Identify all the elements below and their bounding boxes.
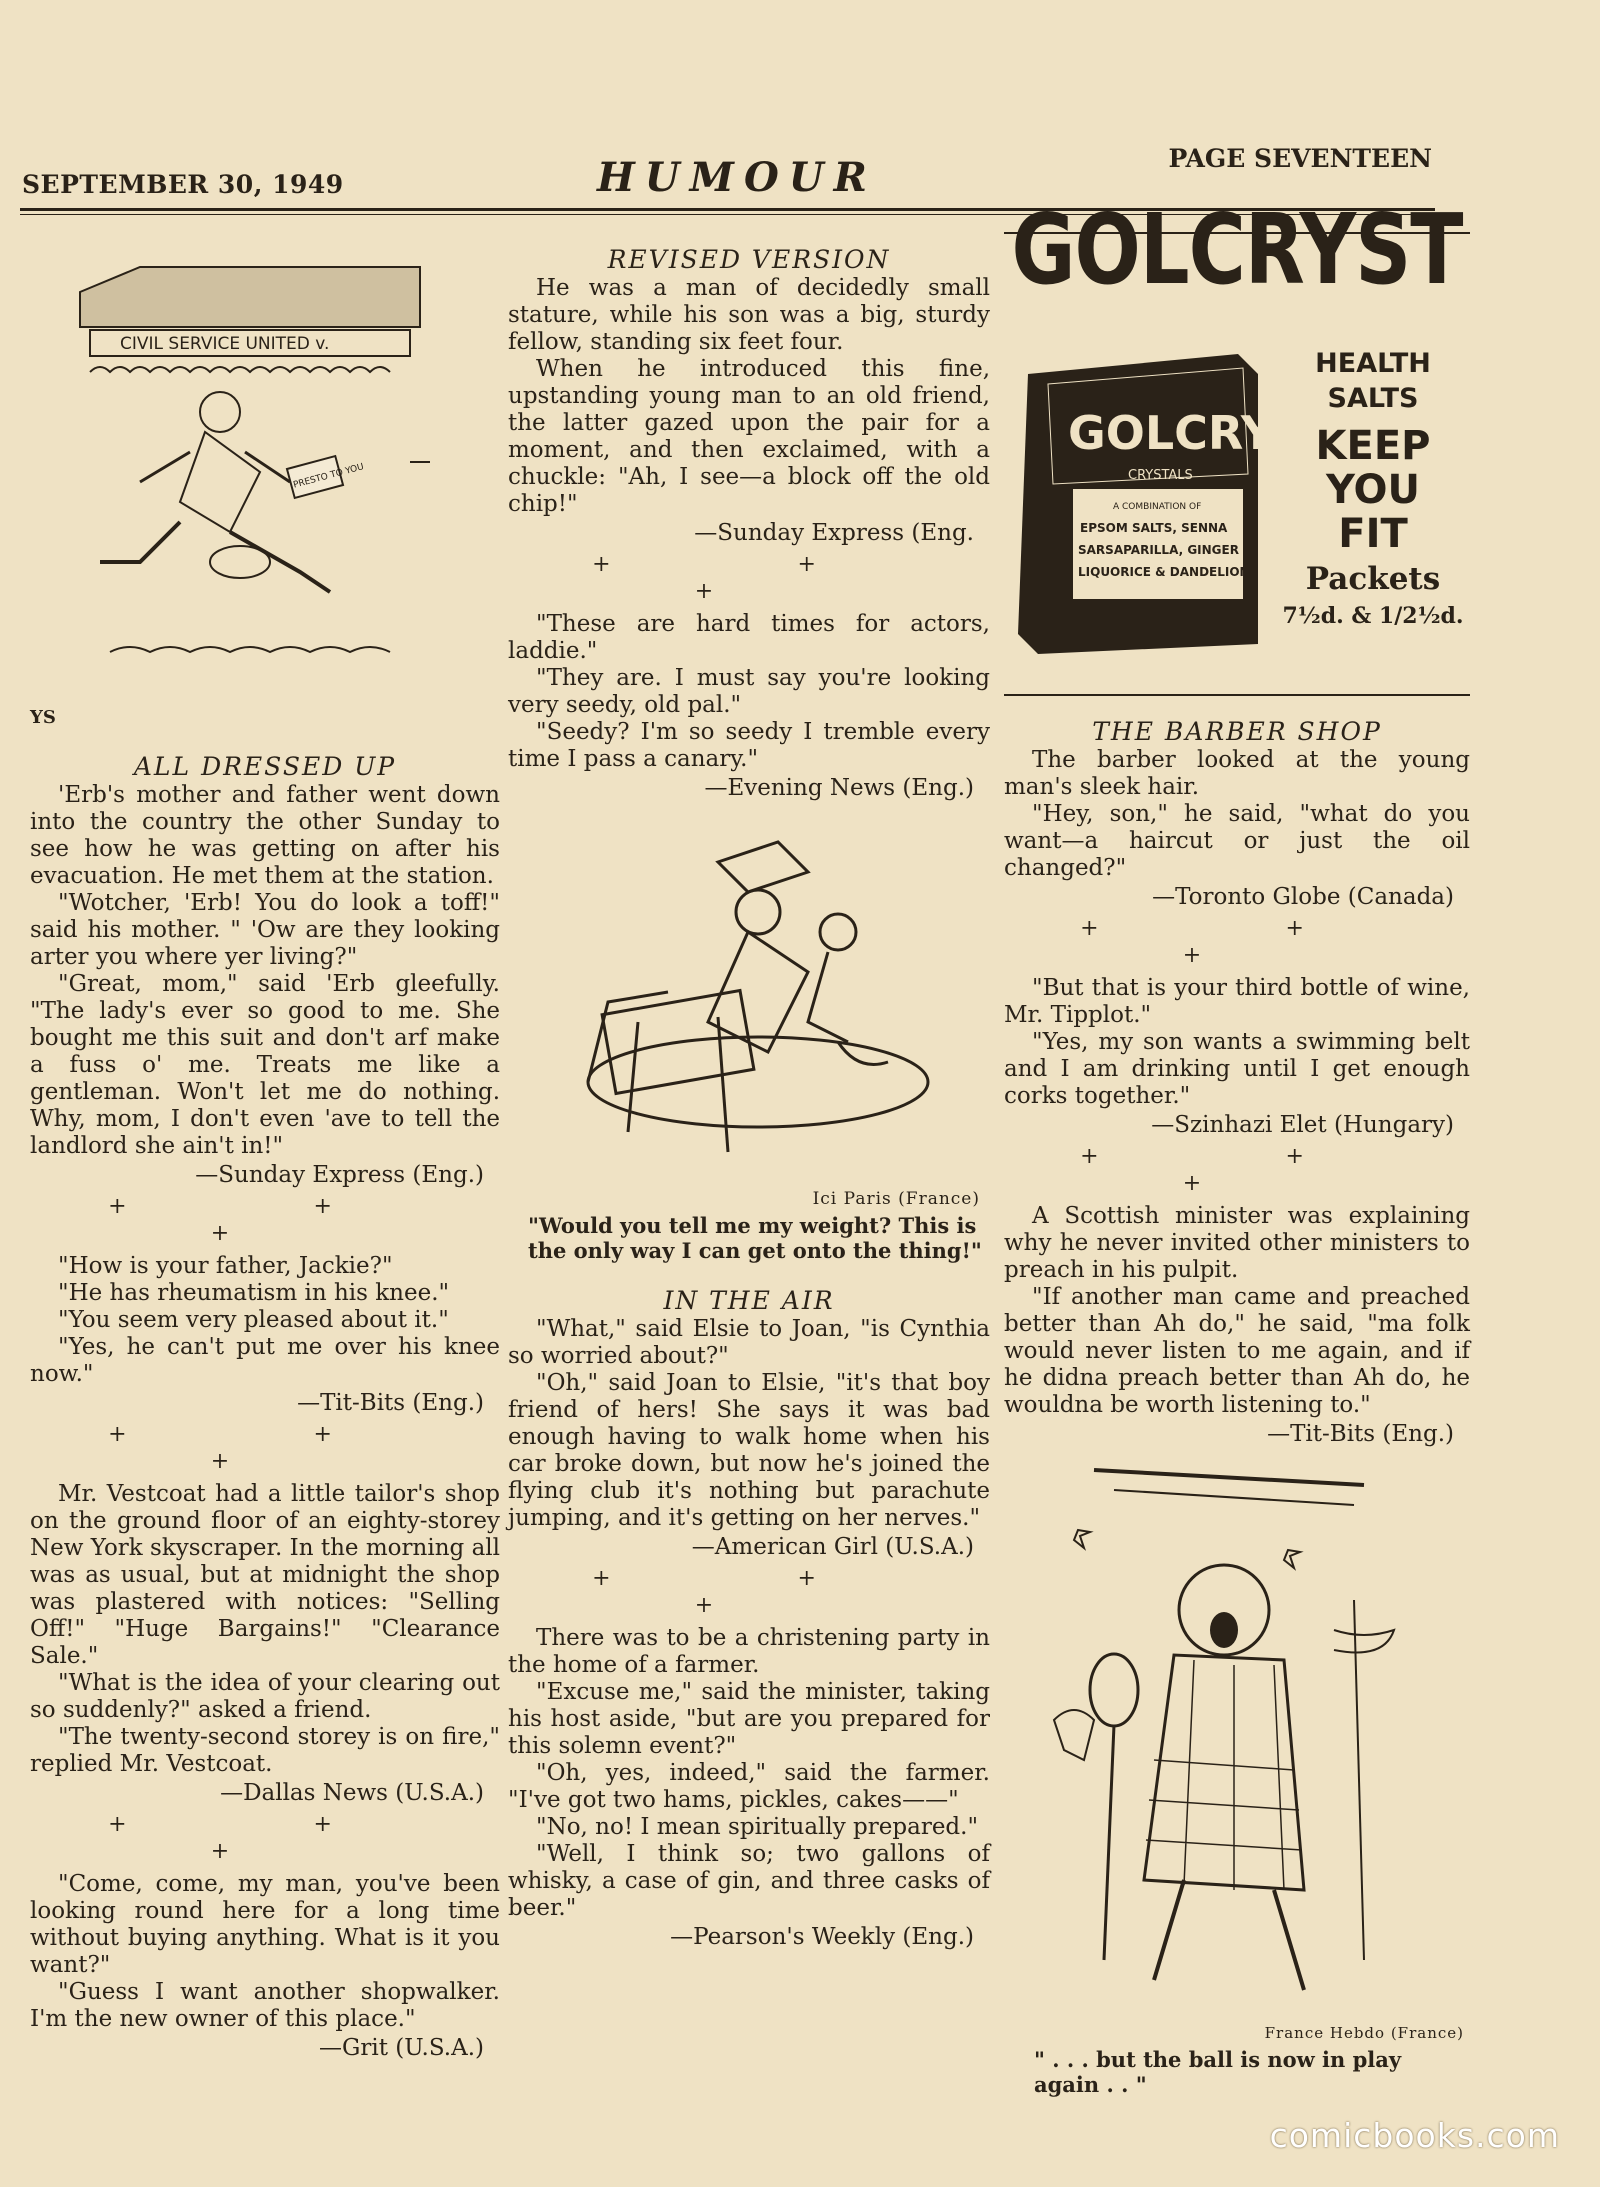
story-paragraph: The barber looked at the young man's sleek hair.: [1004, 747, 1470, 800]
box-sub: CRYSTALS: [1128, 468, 1193, 483]
story-paragraph: "Well, I think so; two gallons of whisky, a case of gin, and three casks of beer.": [508, 1841, 990, 1921]
story-paragraph: "What is the idea of your clearing out so suddenly?" asked a friend.: [30, 1670, 500, 1723]
story-paragraph: "No, no! I mean spiritually prepared.": [536, 1814, 979, 1840]
box-line: LIQUORICE & DANDELION: [1078, 565, 1250, 579]
watermark: comicbooks.com: [1269, 2116, 1560, 2155]
story-source: —Toronto Globe (Canada): [1152, 884, 1454, 910]
ad-fit: FIT: [1338, 511, 1408, 557]
story-paragraph: "How is your father, Jackie?": [58, 1253, 393, 1279]
separator: + + +: [1080, 1144, 1394, 1196]
cartoon-source: Ici Paris (France): [812, 1189, 980, 1209]
ad-price: 7½d. & 1/2½d.: [1282, 603, 1464, 629]
ad-health: HEALTH: [1315, 348, 1431, 379]
story-paragraph: "If another man came and preached better than Ah do," he said, "ma folk would never listen to me again, and if he didna preach better than Ah do, he wouldna be worth listening to.": [1004, 1284, 1470, 1418]
story-paragraph: "These are hard times for actors, laddie.": [508, 611, 990, 664]
box-brand: GOLCRYST: [1068, 406, 1339, 460]
story-source: —Grit (U.S.A.): [319, 2035, 484, 2061]
story-paragraph: "Come, come, my man, you've been looking round here for a long time without buying anything. What is it you want?": [30, 1871, 500, 1978]
story-heading: REVISED VERSION: [607, 245, 891, 274]
story-source: —Tit-Bits (Eng.): [1267, 1421, 1454, 1447]
story-paragraph: "Great, mom," said 'Erb gleefully. "The lady's ever so good to me. She bought me this suit and don't arf make a fuss o' me. Treats me like a gentleman. Won't let me do nothing. Why, mom, I don't even 'ave to tell the landlord she ain't in!": [30, 971, 500, 1159]
story-paragraph: "Oh," said Joan to Elsie, "it's that boy friend of hers! She says it was bad enough having to walk home when his car broke down, but now he's joined the flying club it's nothing but parachute jumping, and it's getting on her nerves.": [508, 1370, 990, 1531]
separator: + + +: [1080, 916, 1394, 968]
story-heading: IN THE AIR: [663, 1286, 835, 1315]
cartoon-source: France Hebdo (France): [1264, 2024, 1464, 2042]
bathtub-scale-cartoon: [508, 822, 990, 1152]
story-paragraph: "Excuse me," said the minister, taking his host aside, "but are you prepared for this solemn event?": [508, 1679, 990, 1759]
page-number: PAGE SEVENTEEN: [1168, 144, 1432, 173]
ad-brand: GOLCRYST: [1011, 194, 1463, 307]
cartoon-caption: " . . . but the ball is now in play again . . ": [1034, 2047, 1402, 2097]
ad-copy: [1276, 346, 1470, 630]
story-paragraph: "Wotcher, 'Erb! You do look a toff!" said his mother. " 'Ow are they looking arter you where yer living?": [30, 890, 500, 970]
story-paragraph: "Hey, son," he said, "what do you want—a haircut or just the oil changed?": [1004, 801, 1470, 881]
story-heading: ALL DRESSED UP: [133, 752, 397, 781]
story-paragraph: "But that is your third bottle of wine, Mr. Tipplot.": [1004, 975, 1470, 1028]
story-paragraph: "Guess I want another shopwalker. I'm the new owner of this place.": [30, 1979, 500, 2032]
story-paragraph: A Scottish minister was explaining why he never invited other ministers to preach in his pulpit.: [1004, 1203, 1470, 1283]
section-title: HUMOUR: [597, 154, 877, 201]
story-source: —Pearson's Weekly (Eng.): [670, 1924, 974, 1950]
separator: + + +: [108, 1194, 422, 1246]
story-paragraph: "The twenty-second storey is on fire," replied Mr. Vestcoat.: [30, 1724, 500, 1777]
separator: + + +: [592, 1566, 906, 1618]
story-paragraph: "Seedy? I'm so seedy I tremble every time I pass a canary.": [508, 719, 990, 772]
story-paragraph: He was a man of decidedly small stature, while his son was a big, sturdy fellow, standing six feet four.: [508, 275, 990, 355]
story-source: —Sunday Express (Eng.: [694, 520, 974, 546]
box-line: SARSAPARILLA, GINGER: [1078, 543, 1239, 557]
column-left: [30, 232, 500, 2062]
story-paragraph: "They are. I must say you're looking very seedy, old pal.": [508, 665, 990, 718]
story-paragraph: "You seem very pleased about it.": [58, 1307, 449, 1333]
story-source: —Evening News (Eng.): [704, 775, 974, 801]
story-source: —American Girl (U.S.A.): [691, 1534, 974, 1560]
story-paragraph: "Oh, yes, indeed," said the farmer. "I've got two hams, pickles, cakes——": [508, 1760, 990, 1813]
story-paragraph: "What," said Elsie to Joan, "is Cynthia so worried about?": [508, 1316, 990, 1369]
separator: + + +: [108, 1422, 422, 1474]
story-paragraph: "Yes, my son wants a swimming belt and I am drinking until I get enough corks together.": [1004, 1029, 1470, 1109]
story-source: —Dallas News (U.S.A.): [220, 1780, 484, 1806]
cartoon-caption: "Would you tell me my weight? This is the only way I can get onto the thing!": [528, 1213, 982, 1263]
story-source: —Tit-Bits (Eng.): [297, 1390, 484, 1416]
golcryst-advert: [1004, 194, 1470, 696]
cartoon-ticket-text: PRESTO TO YOU: [292, 462, 366, 491]
product-box-image: [1008, 354, 1339, 654]
column-middle: [508, 232, 990, 1951]
story-paragraph: Mr. Vestcoat had a little tailor's shop on the ground floor of an eighty-storey New York skyscraper. In the morning all was as usual, but at midnight the shop was plastered with notices: "Selling Off!" "Huge Bargains!" "Clearance Sale.": [30, 1481, 500, 1669]
story-source: —Sunday Express (Eng.): [195, 1162, 484, 1188]
ad-salts: SALTS: [1327, 383, 1419, 414]
ad-you: YOU: [1325, 467, 1421, 513]
ad-keep: KEEP: [1315, 423, 1431, 469]
column-right: [1004, 194, 1470, 2097]
separator: + + +: [592, 552, 906, 604]
golfer-cartoon: [1034, 1460, 1464, 2020]
story-paragraph: "He has rheumatism in his knee.": [58, 1280, 450, 1306]
issue-date: SEPTEMBER 30, 1949: [22, 170, 344, 199]
football-cartoon: [30, 232, 430, 682]
ad-packets: Packets: [1305, 561, 1441, 597]
story-paragraph: When he introduced this fine, upstanding young man to an old friend, the latter gazed upon the pair for a moment, and then exclaimed, with a chuckle: "Ah, I see—a block off the old chip!": [508, 356, 990, 517]
cartoon-caption: YS: [30, 707, 56, 728]
story-heading: THE BARBER SHOP: [1092, 717, 1382, 746]
story-paragraph: "Yes, he can't put me over his knee now.": [30, 1334, 500, 1387]
story-paragraph: There was to be a christening party in the home of a farmer.: [508, 1625, 990, 1678]
box-line: A COMBINATION OF: [1113, 502, 1202, 512]
story-paragraph: 'Erb's mother and father went down into the country the other Sunday to see how he was getting on after his evacuation. He met them at the station.: [30, 782, 500, 889]
story-source: —Szinhazi Elet (Hungary): [1151, 1112, 1454, 1138]
cartoon-sign-text: CIVIL SERVICE UNITED v.: [120, 334, 330, 354]
box-line: EPSOM SALTS, SENNA: [1080, 521, 1228, 535]
separator: + + +: [108, 1812, 422, 1864]
